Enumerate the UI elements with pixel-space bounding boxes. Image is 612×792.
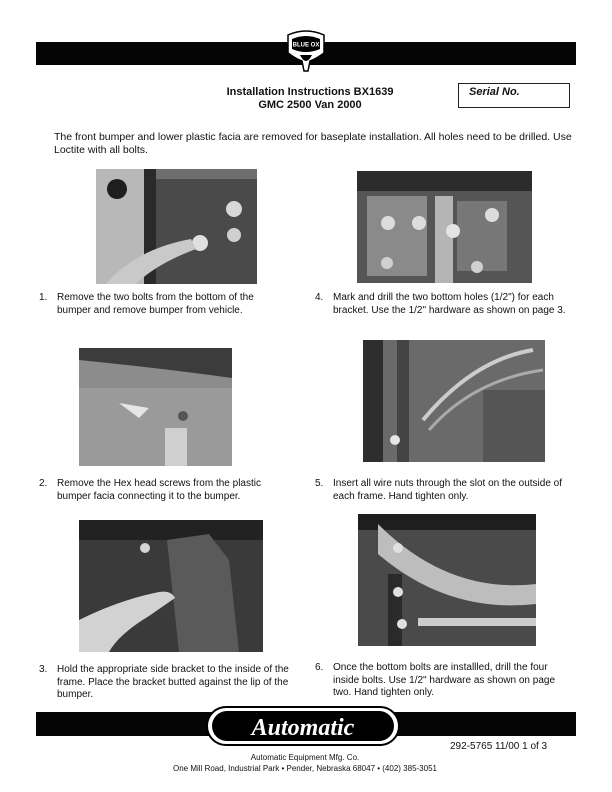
step-3-text: Hold the appropriate side bracket to the inside of the frame. Place the bracket butted against the lip of the bumper.	[57, 664, 289, 700]
svg-text:Automatic: Automatic	[251, 715, 355, 741]
step-1	[39, 292, 289, 317]
serial-number-box	[458, 83, 570, 108]
automatic-logo	[206, 706, 400, 746]
step-3	[39, 664, 299, 702]
step-5	[315, 478, 575, 503]
step-2-number: 2.	[39, 478, 48, 489]
step-1-number: 1.	[39, 292, 48, 303]
svg-text:BLUE OX: BLUE OX	[292, 42, 320, 49]
step-5-number: 5.	[315, 478, 324, 489]
photo-step-4	[357, 171, 532, 283]
step-4	[315, 292, 575, 317]
company-address: One Mill Road, Industrial Park • Pender, Nebraska 68047 • (402) 385-3051	[173, 764, 437, 773]
serial-label: Serial No.	[469, 86, 520, 98]
step-1-text: Remove the two bolts from the bottom of the bumper and remove bumper from vehicle.	[57, 292, 254, 316]
document-info: 292-5765 11/00 1 of 3	[450, 741, 548, 752]
intro-text: The front bumper and lower plastic facia are removed for baseplate installation. All holes need to be drilled. Use Loctite with all bolts.	[54, 131, 572, 156]
title-line-2: GMC 2500 Van 2000	[258, 99, 362, 111]
step-6	[315, 662, 575, 700]
step-2	[39, 478, 289, 503]
photo-step-6	[358, 514, 536, 646]
photo-step-2	[79, 348, 232, 466]
step-4-number: 4.	[315, 292, 324, 303]
document-title	[160, 86, 460, 112]
step-5-text: Insert all wire nuts through the slot on the outside of each frame. Hand tighten only.	[333, 478, 563, 502]
blue-ox-logo	[286, 27, 326, 73]
step-6-number: 6.	[315, 662, 324, 673]
step-3-number: 3.	[39, 664, 48, 675]
step-6-text: Once the bottom bolts are installled, drill the four inside bolts. Use 1/2" hardware as shown on page two. Hand tighten only.	[333, 662, 556, 698]
photo-step-3	[79, 520, 263, 652]
photo-step-1	[96, 169, 257, 284]
step-4-text: Mark and drill the two bottom holes (1/2") for each bracket. Use the 1/2" hardware as shown on page 3.	[333, 292, 566, 316]
step-2-text: Remove the Hex head screws from the plastic bumper facia connecting it to the bumper.	[57, 478, 261, 502]
title-line-1: Installation Instructions BX1639	[226, 86, 394, 98]
company-name: Automatic Equipment Mfg. Co.	[250, 753, 360, 762]
footer-company	[160, 752, 450, 774]
photo-step-5	[363, 340, 545, 462]
